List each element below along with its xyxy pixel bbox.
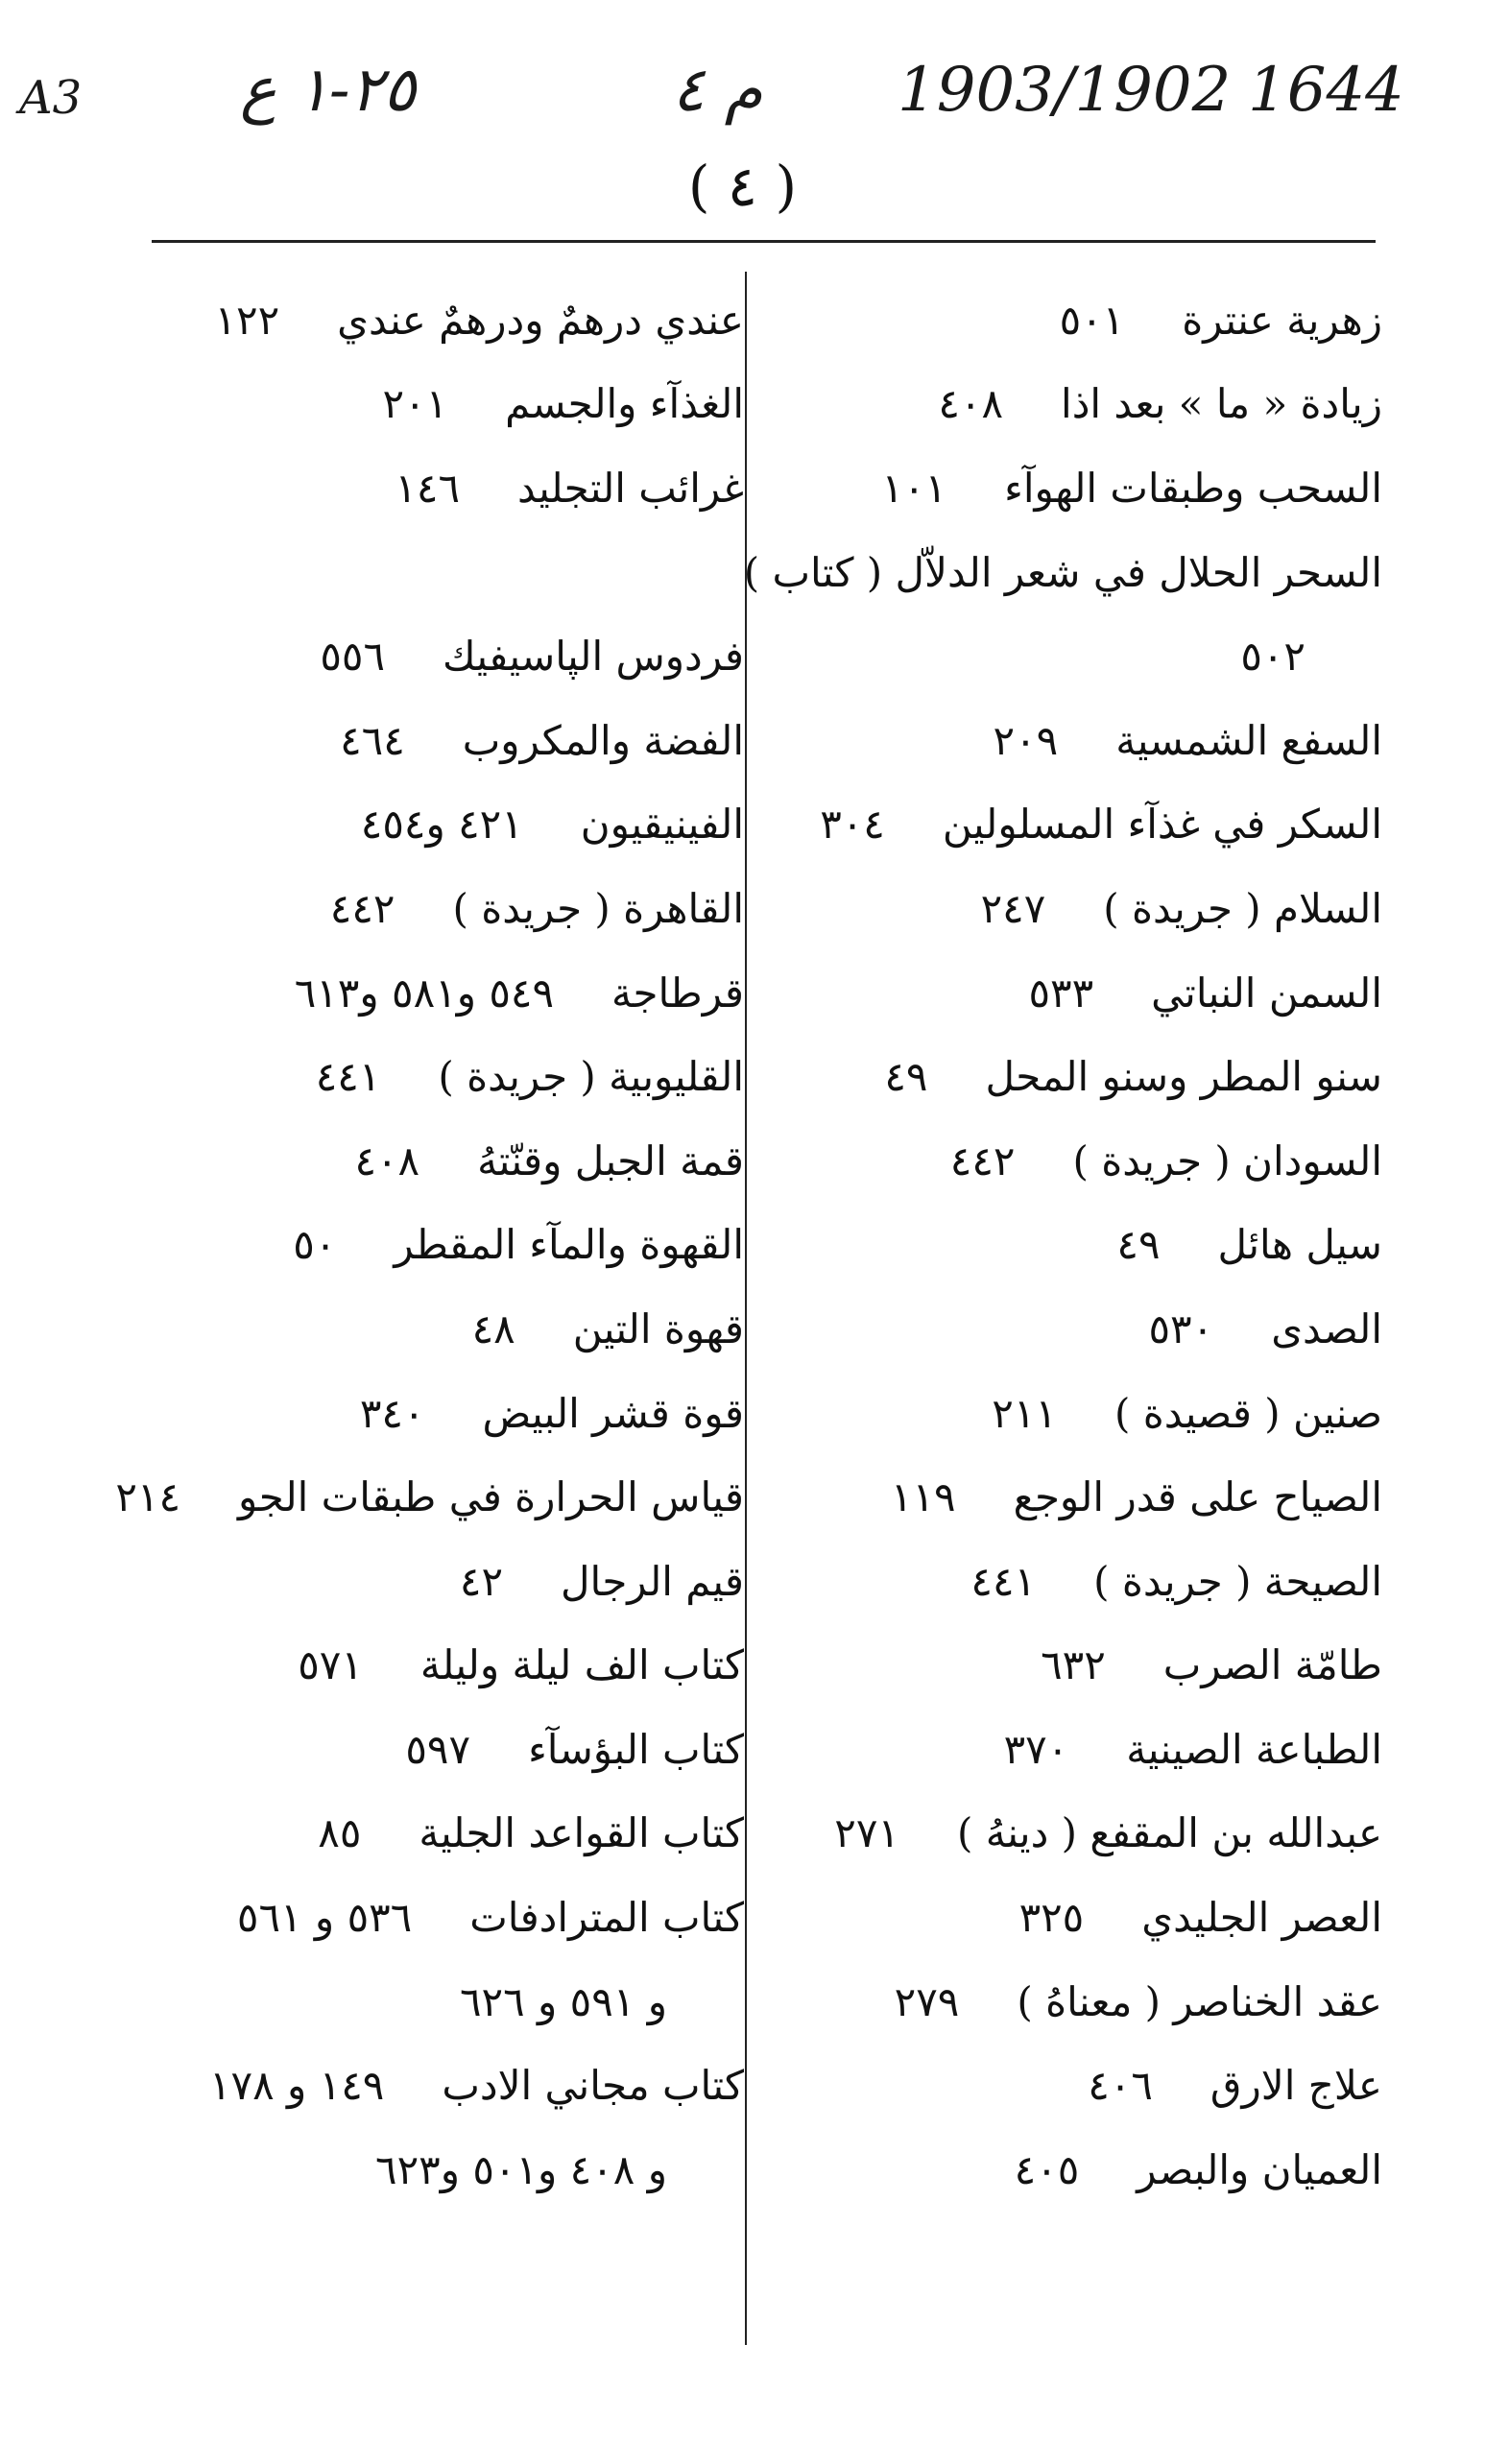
index-entry	[758, 278, 1382, 363]
index-entry	[115, 1119, 744, 1204]
index-term: القاهرة ( جريدة )	[452, 884, 744, 932]
index-column-right	[743, 278, 1382, 2213]
index-term: عقد الخناصر ( معناهُ )	[1017, 1977, 1382, 2025]
index-entry	[758, 1624, 1382, 1709]
index-term: عبدالله بن المقفع ( دينهُ )	[956, 1809, 1382, 1857]
index-term: علاج الارق	[1210, 2062, 1382, 2110]
index-entry	[115, 278, 744, 363]
index-entry	[115, 1792, 744, 1877]
index-term: قمة الجبل وقنّتهُ	[477, 1136, 744, 1184]
index-term: السمن النباتي	[1151, 969, 1382, 1017]
index-pages: ١٠١	[881, 464, 947, 512]
index-entry	[115, 531, 744, 615]
index-pages: ١٢٢	[214, 296, 280, 344]
index-pages: ٥٣٠	[1148, 1304, 1214, 1352]
index-entry	[758, 867, 1382, 951]
handwritten-annotation-a3: A3	[19, 71, 83, 125]
index-pages: ٣٢٥	[1018, 1894, 1085, 1942]
index-pages: ٤٠٨	[354, 1136, 420, 1184]
index-entry	[758, 1455, 1382, 1540]
index-entry	[758, 2128, 1382, 2213]
index-pages: ٤٦٤	[340, 716, 405, 764]
index-entry	[115, 363, 744, 447]
index-entry	[115, 1035, 744, 1119]
index-pages: و ٥٩١ و ٦٢٦	[460, 1977, 667, 2025]
index-term: صنين ( قصيدة )	[1114, 1389, 1382, 1437]
index-pages: ١٤٦	[395, 464, 461, 512]
index-entry	[758, 363, 1382, 447]
index-pages: ١١٩	[890, 1473, 956, 1521]
index-entry	[758, 1960, 1382, 2045]
index-pages: ٥٤٩ و٥٨١ و٦١٣	[294, 969, 555, 1017]
index-pages: ٦٣٢	[1041, 1641, 1106, 1689]
index-term: القهوة والمآء المقطر	[394, 1221, 744, 1269]
index-term: الفينيقيون	[580, 801, 744, 849]
index-term: عندي درهمٌ ودرهمٌ عندي	[337, 296, 744, 344]
index-pages: ٥٧١	[298, 1641, 363, 1689]
index-pages: ٣٤٠	[359, 1389, 425, 1437]
index-term: سيل هائل	[1217, 1221, 1382, 1269]
index-term: كتاب القواعد الجلية	[419, 1809, 744, 1857]
index-pages: ٢٠١	[382, 380, 448, 428]
index-pages: ٣٧٠	[1003, 1725, 1069, 1773]
index-pages: ٢٠٩	[993, 716, 1059, 764]
index-pages: ٤٤٢	[329, 884, 395, 932]
index-entry	[115, 783, 744, 868]
index-pages: ٢١٤	[115, 1473, 181, 1521]
index-column-left	[115, 278, 744, 2213]
index-term: طامّة الصرب	[1162, 1641, 1382, 1689]
index-term: كتاب الف ليلة وليلة	[419, 1641, 744, 1689]
index-entry	[115, 2044, 744, 2128]
index-pages: ٥٠٢	[1240, 633, 1305, 681]
index-entry	[115, 2128, 744, 2213]
index-term: فردوس الپاسيفيك	[443, 633, 744, 681]
index-pages: ٢٧٩	[894, 1977, 960, 2025]
index-term: سنو المطر وسنو المحل	[985, 1053, 1382, 1101]
index-entry	[758, 1792, 1382, 1877]
index-pages: ٤٩	[1116, 1221, 1161, 1269]
index-pages: ٨٥	[318, 1809, 362, 1857]
index-entry	[758, 2044, 1382, 2128]
index-entry	[115, 1287, 744, 1372]
index-entry	[115, 1204, 744, 1288]
index-pages: ٢٤٧	[980, 884, 1046, 932]
index-entry	[115, 1960, 744, 2045]
page-number: ( ٤ )	[687, 154, 798, 219]
handwritten-annotation-volume: م ٤	[672, 55, 763, 126]
index-entry	[758, 783, 1382, 868]
handwritten-annotation-years: 1903/1902	[898, 55, 1232, 126]
index-term: قوة قشر البيض	[482, 1389, 744, 1437]
index-term: كتاب المترادفات	[469, 1894, 744, 1942]
index-term: القليوبية ( جريدة )	[438, 1053, 744, 1101]
index-term: الصيحة ( جريدة )	[1093, 1557, 1382, 1605]
index-term: الصياح على قدر الوجع	[1013, 1473, 1382, 1521]
index-entry	[758, 1708, 1382, 1792]
index-entry	[758, 699, 1382, 783]
index-entry	[115, 1876, 744, 1960]
index-pages: ٤٤١	[315, 1053, 381, 1101]
index-entry	[115, 1624, 744, 1709]
index-entry	[758, 1876, 1382, 1960]
index-pages: ٥٠١	[1059, 296, 1125, 344]
index-pages: ٤٩	[884, 1053, 928, 1101]
handwritten-annotation-ref: ٢٥-١ ع	[240, 55, 417, 126]
index-term: قهوة التين	[572, 1304, 744, 1352]
index-pages: ٥٠	[293, 1221, 337, 1269]
index-entry	[758, 1287, 1382, 1372]
index-pages: ٤٤١	[970, 1557, 1037, 1605]
index-entry	[115, 614, 744, 699]
index-entry	[758, 446, 1382, 531]
index-term: السحب وطبقات الهوآء	[1004, 464, 1382, 512]
index-pages: ٣٠٤	[820, 801, 885, 849]
index-entry	[115, 951, 744, 1036]
index-pages: ٤٠٥	[1014, 2145, 1080, 2193]
index-pages: ٤٢	[459, 1557, 504, 1605]
index-term: السفع الشمسية	[1115, 716, 1382, 764]
index-term: السودان ( جريدة )	[1072, 1136, 1382, 1184]
index-pages: ٥٣٣	[1028, 969, 1094, 1017]
index-term: قرطاجة	[611, 969, 744, 1017]
index-term: قيم الرجال	[561, 1557, 744, 1605]
index-term: السكر في غذآء المسلولين	[942, 801, 1382, 849]
index-pages: ٤٢١ و٤٥٤	[360, 801, 523, 849]
index-pages: ٥٥٦	[320, 633, 386, 681]
index-pages: ٥٣٦ و ٥٦١	[236, 1894, 413, 1942]
index-entry	[758, 1204, 1382, 1288]
index-pages: و ٤٠٨ و٥٠١ و٦٢٣	[375, 2145, 667, 2193]
index-pages: ٤٤٢	[949, 1136, 1016, 1184]
index-pages: ٤٨	[471, 1304, 515, 1352]
index-entry	[758, 1372, 1382, 1456]
index-pages: ١٤٩ و ١٧٨	[208, 2062, 385, 2110]
index-entry	[758, 1119, 1382, 1204]
index-entry	[115, 446, 744, 531]
index-term: قياس الحرارة في طبقات الجو	[238, 1473, 744, 1521]
index-pages: ٥٩٧	[405, 1725, 471, 1773]
index-entry	[758, 614, 1382, 699]
index-term: كتاب مجاني الادب	[442, 2062, 744, 2110]
index-term: زهرية عنترة	[1182, 296, 1382, 344]
top-rule-divider	[152, 240, 1376, 243]
index-pages: ٤٠٦	[1088, 2062, 1153, 2110]
index-term: الطباعة الصينية	[1126, 1725, 1382, 1773]
index-entry	[115, 1372, 744, 1456]
handwritten-annotation-number: 1644	[1248, 55, 1404, 126]
index-entry	[115, 1455, 744, 1540]
index-term: الصدى	[1271, 1304, 1382, 1352]
index-term: زيادة « ما » بعد اذا	[1061, 380, 1382, 428]
index-entry	[758, 951, 1382, 1036]
index-entry	[115, 699, 744, 783]
index-entry	[115, 867, 744, 951]
index-term: العميان والبصر	[1137, 2145, 1382, 2193]
index-term: غرائب التجليد	[517, 464, 744, 512]
index-entry	[758, 1035, 1382, 1119]
index-entry	[115, 1708, 744, 1792]
index-term: العصر الجليدي	[1141, 1894, 1382, 1942]
index-entry	[758, 1540, 1382, 1624]
index-term: الفضة والمكروب	[462, 716, 744, 764]
index-term: الغذآء والجسم	[505, 380, 744, 428]
index-pages: ٢٧١	[834, 1809, 899, 1857]
index-pages: ٤٠٨	[938, 380, 1004, 428]
index-term: السلام ( جريدة )	[1103, 884, 1382, 932]
index-entry	[743, 531, 1382, 615]
index-pages: ٢١١	[992, 1389, 1057, 1437]
index-term: السحر الحلال في شعر الدلاّل ( كتاب )	[743, 548, 1382, 596]
index-term: كتاب البؤسآء	[528, 1725, 744, 1773]
index-entry	[115, 1540, 744, 1624]
